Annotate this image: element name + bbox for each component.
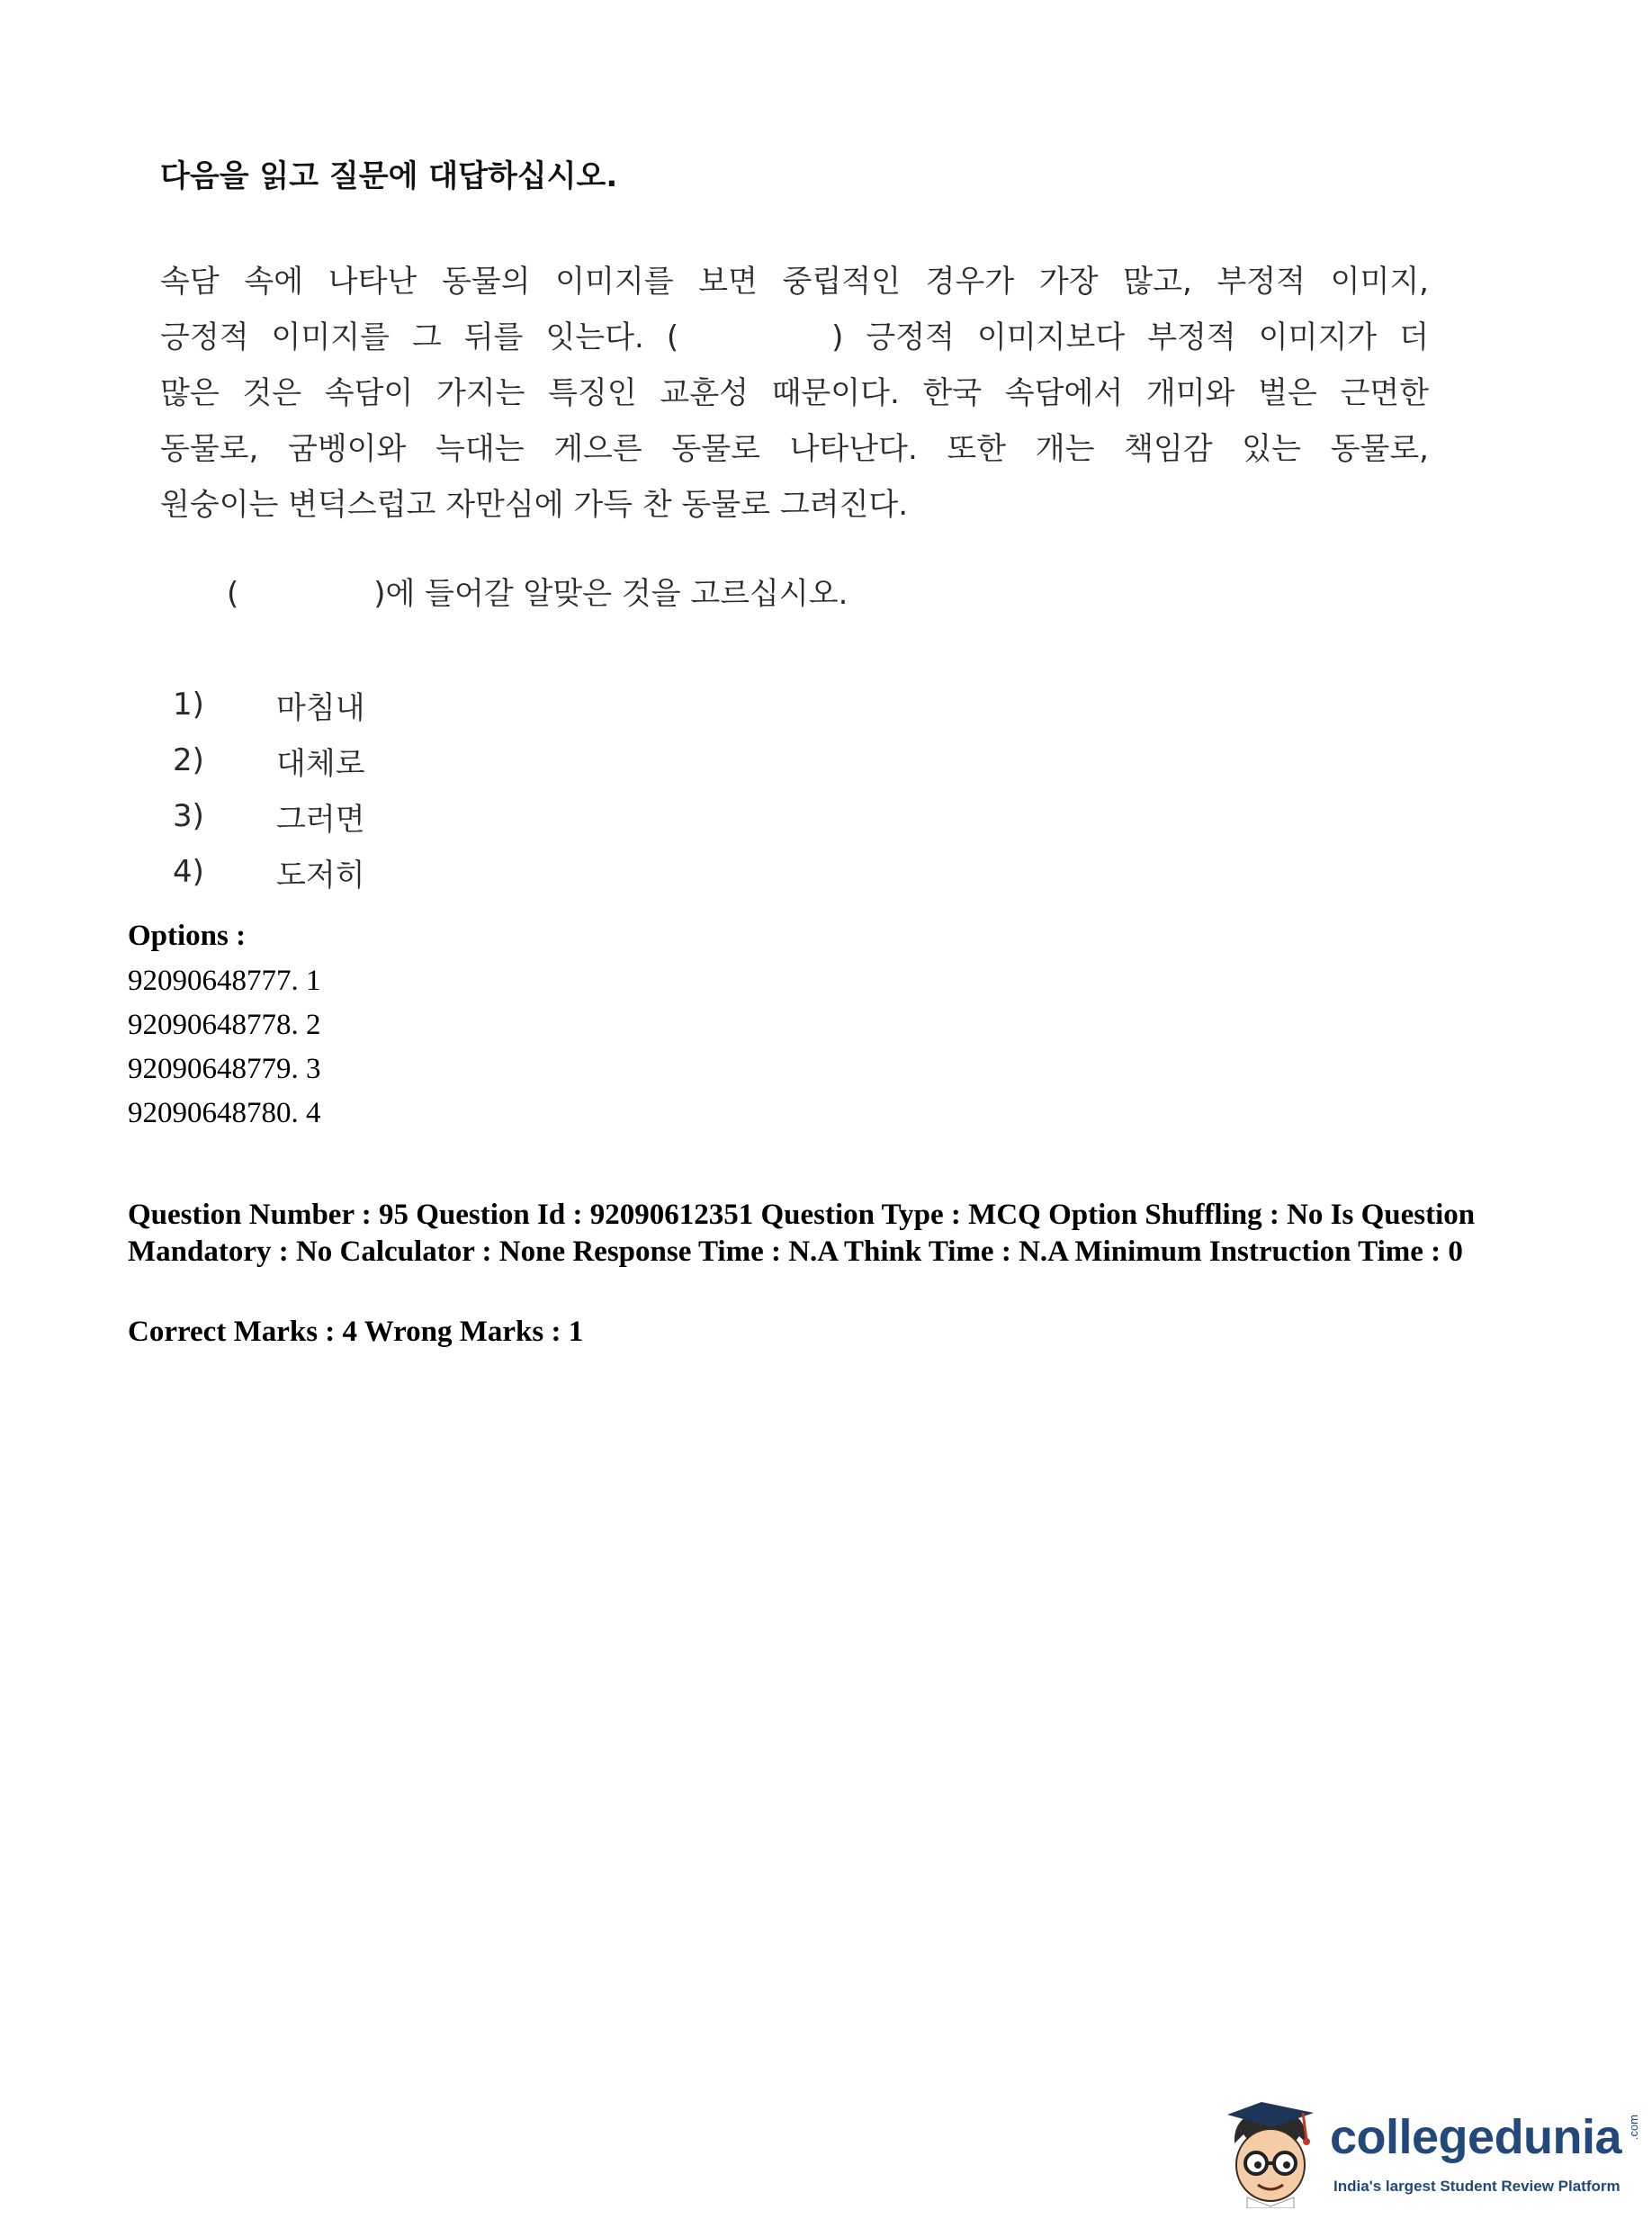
choice-number: 4)	[173, 854, 204, 890]
blank-question	[227, 569, 848, 613]
options-label: Options :	[128, 920, 247, 952]
choice-text: 대체로	[276, 745, 365, 782]
option-id-item: 92090648779. 3	[128, 1053, 321, 1085]
option-id-item: 92090648778. 2	[128, 1009, 321, 1041]
reading-passage	[160, 254, 1429, 533]
student-mascot-icon	[1217, 2097, 1328, 2208]
marks-info: Correct Marks : 4 Wrong Marks : 1	[128, 1316, 584, 1348]
choice-text: 도저히	[276, 857, 365, 894]
passage-segment: 긍정적 이미지를 그 뒤를 잇는다. (	[160, 319, 679, 355]
choice-number: 1)	[173, 687, 204, 723]
brand-name: collegedunia	[1330, 2110, 1622, 2164]
instruction-heading: 다음을 읽고 질문에 대답하십시오.	[160, 158, 618, 194]
passage-line: 원숭이는 변덕스럽고 자만심에 가득 찬 동물로 그려진다.	[160, 487, 909, 523]
option-id-list	[128, 959, 321, 1136]
option-id-item: 92090648780. 4	[128, 1097, 321, 1129]
choice-text: 그러면	[276, 801, 365, 838]
passage-line-with-blank	[160, 310, 1429, 365]
choice-item	[173, 677, 365, 732]
choice-item	[173, 732, 365, 788]
choice-item	[173, 844, 365, 900]
option-id-item: 92090648777. 1	[128, 965, 321, 997]
choice-number: 3)	[173, 798, 204, 834]
question-info: Question Number : 95 Question Id : 92090612351 Question Type : MCQ Option Shuffling : No Is Question Mandatory : No Calculator : None Response Time : N.A Think Time : N.A Minimum Instruction Time : 0	[128, 1199, 1476, 1268]
choice-item	[173, 788, 365, 844]
blank-open-paren: (	[227, 576, 239, 612]
brand-tagline: India's largest Student Review Platform	[1333, 2178, 1621, 2195]
passage-line: 동물로, 굼벵이와 늑대는 게으른 동물로 나타난다. 또한 개는 책임감 있는 동물로,	[160, 431, 1429, 467]
choice-text: 마침내	[276, 689, 365, 726]
answer-choices	[173, 677, 365, 900]
choice-number: 2)	[173, 742, 204, 778]
passage-line: 속담 속에 나타난 동물의 이미지를 보면 중립적인 경우가 가장 많고, 부정적 이미지,	[160, 264, 1429, 300]
passage-line: 많은 것은 속담이 가지는 특징인 교훈성 때문이다. 한국 속담에서 개미와 벌은 근면한	[160, 375, 1429, 411]
passage-segment: ) 긍정적 이미지보다 부정적 이미지가 더	[831, 319, 1429, 355]
brand-domain: .com	[1627, 2115, 1640, 2141]
collegedunia-logo	[1217, 2089, 1639, 2215]
blank-question-text: )에 들어갈 알맞은 것을 고르십시오.	[373, 576, 848, 612]
